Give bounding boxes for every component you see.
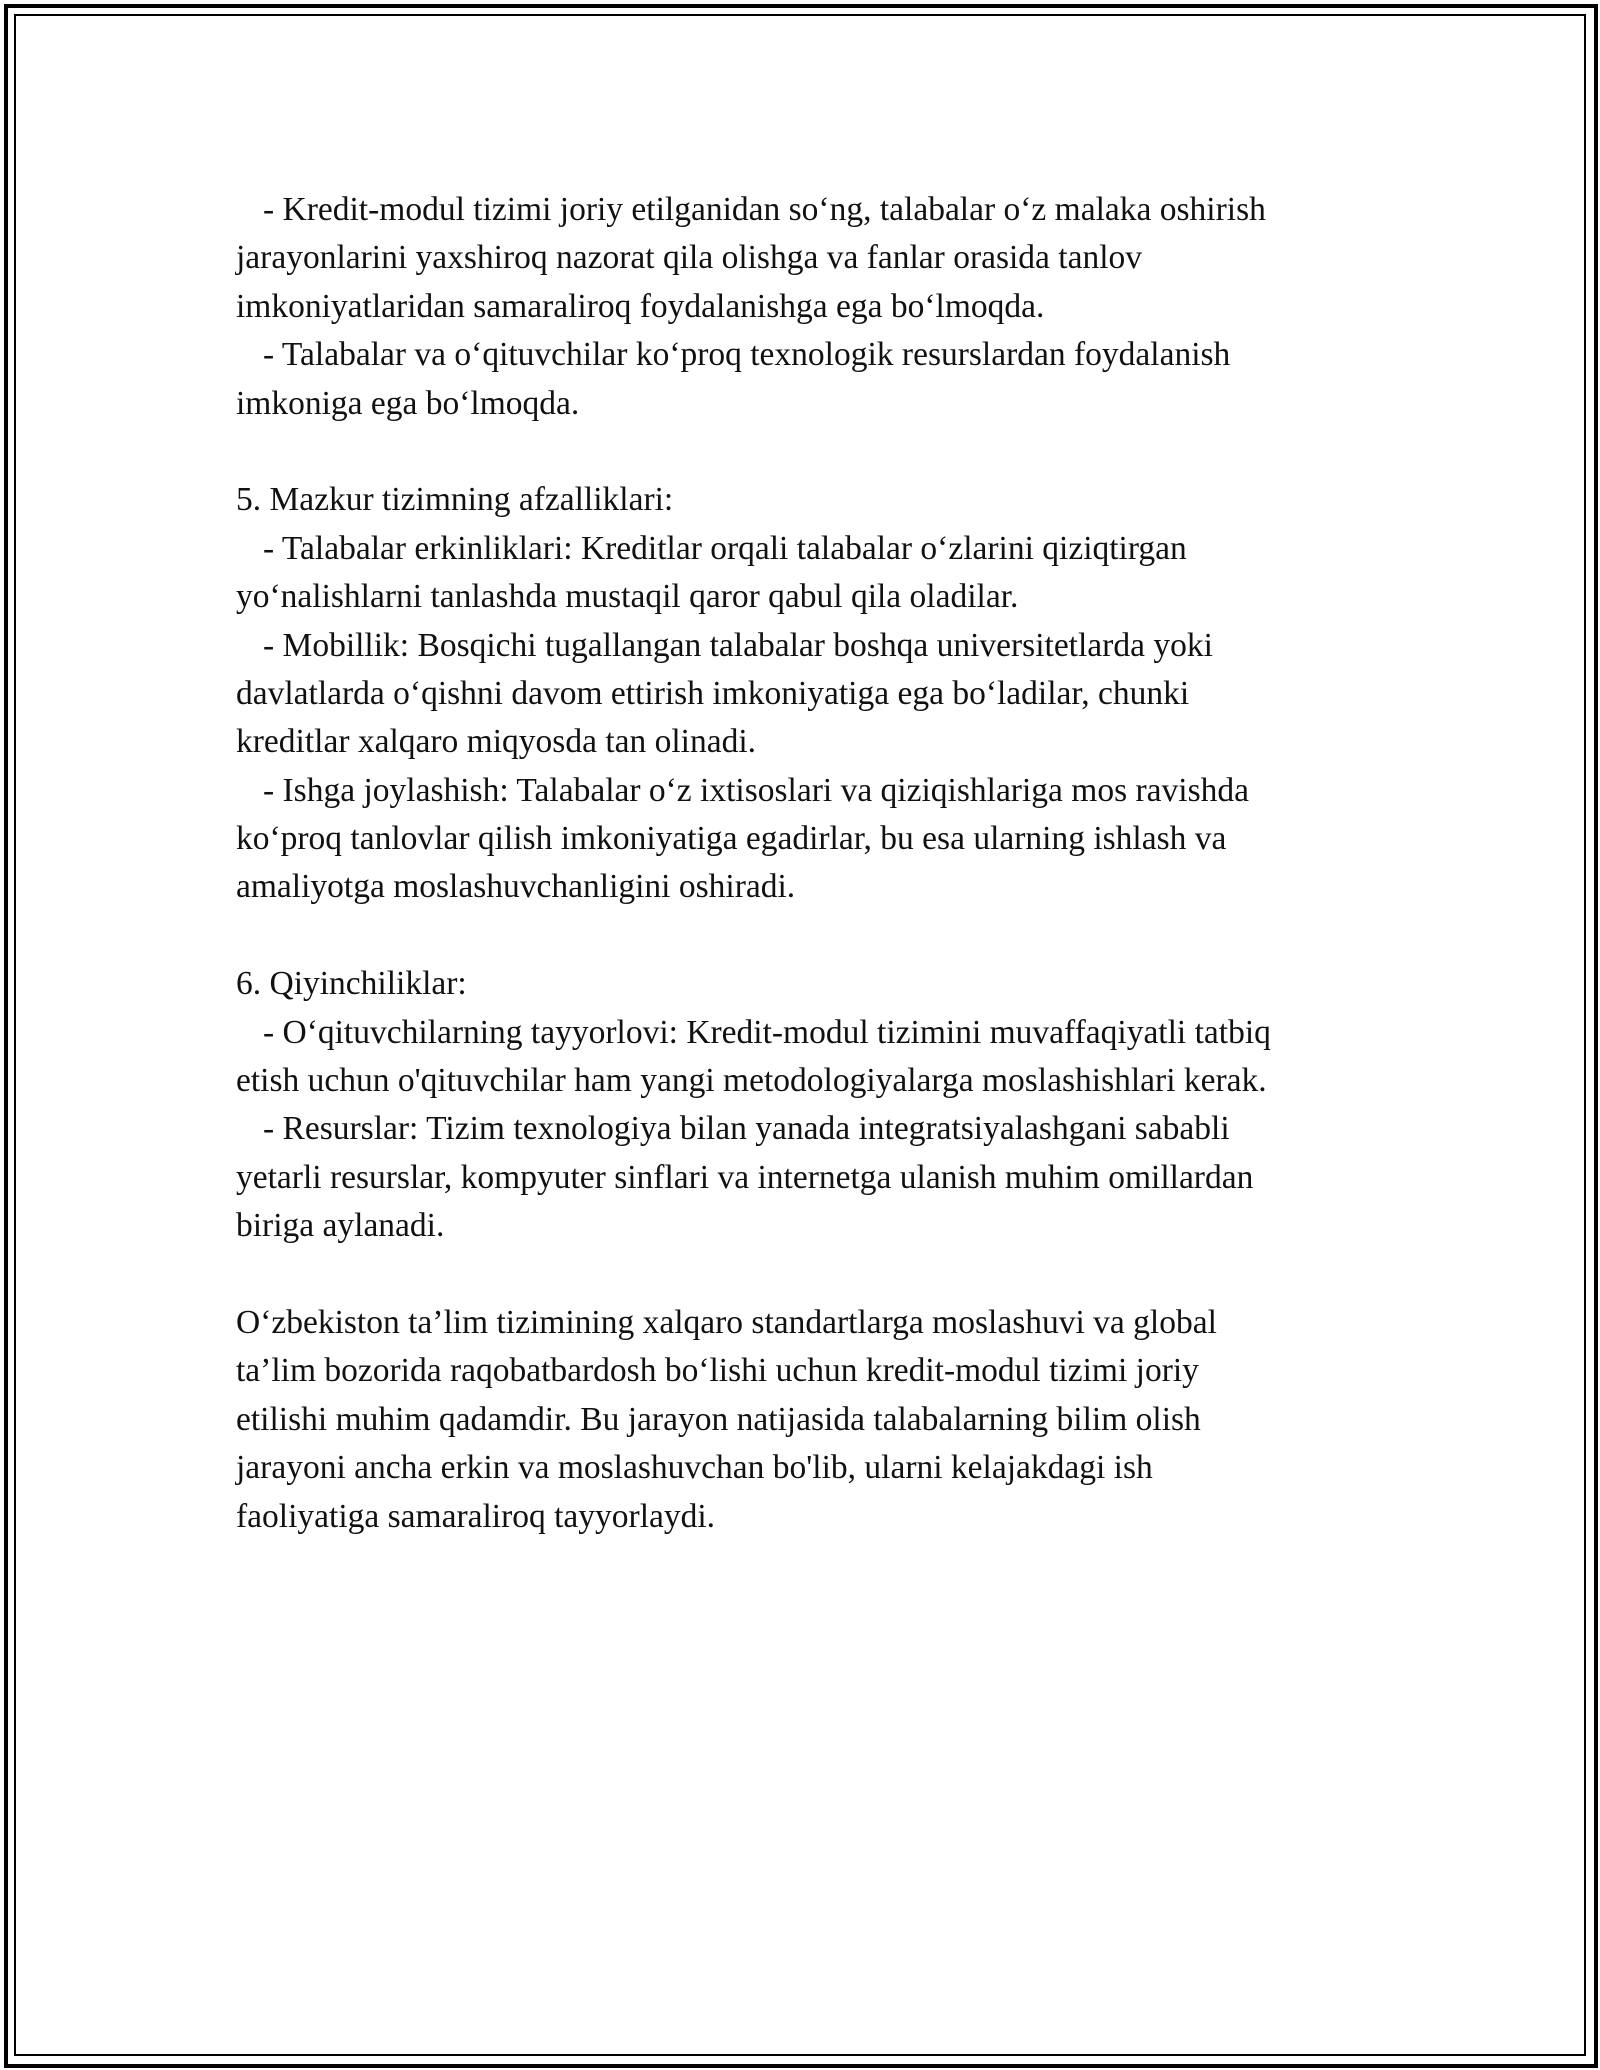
section-heading: 5. Mazkur tizimning afzalliklari: [236, 481, 674, 519]
text-line: yetarli resurslar, kompyuter sinflari va internetga ulanish muhim omillardan [236, 1158, 1254, 1196]
text-line: yo‘nalishlarni tanlashda mustaqil qaror qabul qila oladilar. [236, 578, 1019, 616]
bullet-line: - Resurslar: Tizim texnologiya bilan yanada integratsiyalashgani sababli [263, 1110, 1230, 1148]
paragraph-gap [236, 912, 1386, 960]
section-challenges [236, 960, 1386, 1250]
bullet-line: - Ishga joylashish: Talabalar o‘z ixtisoslari va qiziqishlariga mos ravishda [263, 771, 1249, 809]
section-advantages [236, 476, 1386, 912]
bullet-line: - Talabalar erkinliklari: Kreditlar orqali talabalar o‘zlarini qiziqtirgan [263, 529, 1187, 567]
text-line: biriga aylanadi. [236, 1207, 445, 1245]
text-line: faoliyatiga samaraliroq tayyorlaydi. [236, 1497, 716, 1535]
bullet-line: - Kredit-modul tizimi joriy etilganidan so‘ng, talabalar o‘z malaka oshirish [263, 191, 1266, 228]
bullet-line: - Mobillik: Bosqichi tugallangan talabalar boshqa universitetlarda yoki [263, 626, 1213, 664]
text-line: kreditlar xalqaro miqyosda tan olinadi. [236, 723, 757, 761]
intro-block [236, 186, 1386, 428]
conclusion-paragraph [236, 1299, 1386, 1541]
text-line: ta’lim bozorida raqobatbardosh bo‘lishi uchun kredit-modul tizimi joriy [236, 1352, 1199, 1390]
text-line: imkoniga ega bo‘lmoqda. [236, 384, 580, 422]
text-line: davlatlarda o‘qishni davom ettirish imkoniyatiga ega bo‘ladilar, chunki [236, 674, 1190, 712]
text-line: ko‘proq tanlovlar qilish imkoniyatiga egadirlar, bu esa ularning ishlash va [236, 820, 1227, 858]
text-line: imkoniyatlaridan samaraliroq foydalanishga ega bo‘lmoqda. [236, 287, 1045, 325]
bullet-line: - Talabalar va o‘qituvchilar ko‘proq texnologik resurslardan foydalanish [263, 336, 1231, 374]
paragraph-gap [236, 1251, 1386, 1299]
document-body [236, 186, 1386, 1541]
text-line: amaliyotga moslashuvchanligini oshiradi. [236, 868, 796, 906]
text-line: jarayonlarini yaxshiroq nazorat qila olishga va fanlar orasida tanlov [236, 239, 1143, 277]
section-heading: 6. Qiyinchiliklar: [236, 965, 467, 1003]
text-line: etish uchun o'qituvchilar ham yangi metodologiyalarga moslashishlari kerak. [236, 1062, 1267, 1100]
text-line: jarayoni ancha erkin va moslashuvchan bo'lib, ularni kelajakdagi ish [236, 1449, 1153, 1487]
bullet-line: - O‘qituvchilarning tayyorlovi: Kredit-modul tizimini muvaffaqiyatli tatbiq [263, 1013, 1271, 1051]
paragraph-gap [236, 428, 1386, 476]
text-line: O‘zbekiston ta’lim tizimining xalqaro standartlarga moslashuvi va global [236, 1303, 1217, 1341]
text-line: etilishi muhim qadamdir. Bu jarayon natijasida talabalarning bilim olish [236, 1400, 1201, 1438]
